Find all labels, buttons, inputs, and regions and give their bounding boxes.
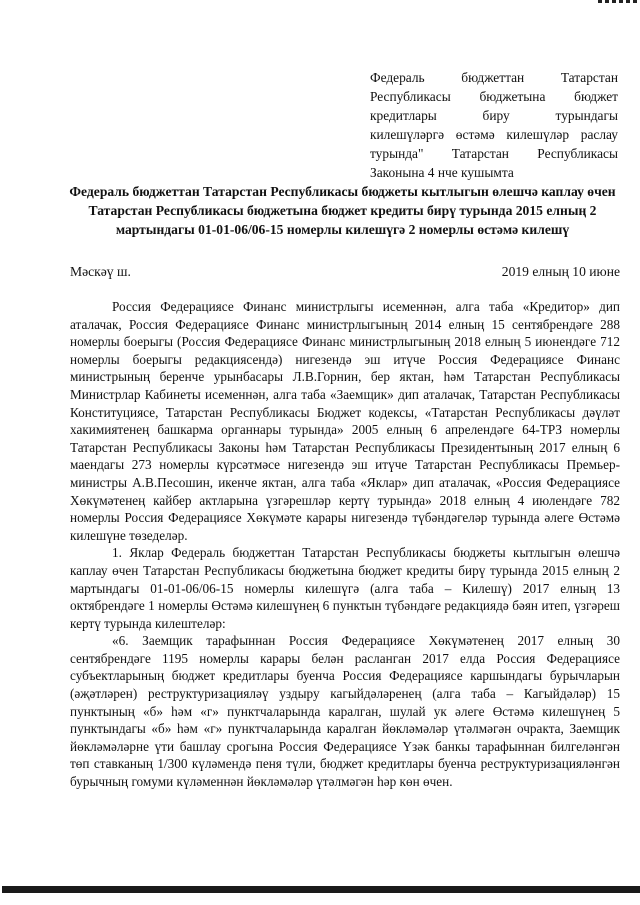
place: Мәскәү ш.: [70, 264, 131, 279]
annex-note: [370, 68, 618, 182]
annex-line: Федераль бюджеттан Татарстан: [370, 70, 618, 85]
annex-line: турында" Татарстан Республикасы: [370, 146, 618, 161]
scan-bottom-border: [2, 886, 640, 893]
paragraph-parties: Россия Федерациясе Финанс министрлыгы исеменнән, алга таба «Кредитор» дип аталачак, Россия Федерациясе Финанс министрлыгының 2014 елның 15 сентябрендәге 288 номерлы боерыгы (Россия Федерациясе Финанс министрлыгының 2018 елның 5 июнендәге 712 номерлы боерыгы редакциясендә) нигезендә эш итүче Россия Федерациясе Финанс министрының беренче урынбасары Л.В.Горнин, бер яктан, һәм Татарстан Республикасы Министрлар Кабинеты исеменнән, алга таба «Заемщик» дип аталачак, Татарстан Республикасы Конституциясе, Татарстан Республикасы Бюджет кодексы, «Татарстан Республикасы дәүләт хакимиятенең башкарма органнары турында» 2005 елның 6 апрелендәге 64-ТРЗ номерлы Татарстан Республикасы Законы һәм Татарстан Республикасы Президентының 2017 елның 6 маендагы 273 номерлы күрсәтмәсе нигезендә эш итүче Татарстан Республикасы Премьер-министры А.В.Песошин, икенче яктан, алга таба «Яклар» дип аталачак, «Россия Федерациясе Хөкүмәтенең кайбер актларына үзгәрешләр кертү турында» 2018 елның 4 июлендәге 782 номерлы Россия Федерациясе Хөкүмәте карары нигезендә түбәндәгеләр турында әлеге Өстәмә килешүне төзеделәр.: [70, 299, 620, 543]
paragraph-clause-6: «6. Заемщик тарафыннан Россия Федерациясе Хөкүмәтенең 2017 елның 30 сентябрендәге 1195 номерлы карары белән расланган 2017 елда Россия Федерациясе субъектларының бюджет кредитлары буенча Россия Федерациясе каршындагы бурычларын (әҗәтләрен) реструктуризацияләү уздыру кагыйдәләренең (алга таба – Кагыйдәләр) 15 пунктының «б» һәм «г» пунктчаларында каралган, шулай ук әлеге Өстәмә килешүнең 5 пунктындагы «б» һәм «г» пунктчаларында каралган йөкләмәләр үтәлмәгән очракта, Заемщик йөкләмәләрне үти башлау срогына Россия Федерациясе Үзәк банкы тарафыннан билгеләнгән төп ставканың 1/300 күләмендә пеня түли, бюджет кредитлары буенча реструктуризацияләнгән бурычның гомуми күләменнән йөкләмәләр үтәлмәгән һәр көн өчен.: [70, 633, 620, 790]
place-date-row: [70, 264, 620, 280]
annex-line: килешүләргә өстәмә килешүләр раслау: [370, 127, 618, 142]
annex-line: Республикасы бюджетына бюджет: [370, 89, 618, 104]
date: 2019 елның 10 июне: [501, 264, 620, 279]
scan-edge-mark: [598, 0, 640, 3]
document-body: [70, 298, 620, 791]
annex-line: Законына 4 нче кушымта: [370, 165, 514, 180]
document-title: Федераль бюджеттан Татарстан Республикасы бюджеты кытлыгын өлешчә каплау өчен Татарстан Республикасы бюджетына бюджет кредиты бирү турында 2015 елның 2 мартындагы 01-01-06/06-15 номерлы килешүгә 2 номерлы өстәмә килешү: [69, 184, 616, 237]
paragraph-clause-1: 1. Яклар Федераль бюджеттан Татарстан Республикасы бюджеты кытлыгын өлешчә каплау өчен Татарстан Республикасы бюджетына бюджет кредиты бирү турында 2015 елның 2 мартындагы 01-01-06/06-15 номерлы килешүгә (алга таба – Килешү) 2017 елның 13 октябрендәге 1 номерлы Өстәмә килешүнең 6 пунктын түбәндәге редакциядә бәян итеп, үзгәреш кертү турында килештеләр:: [70, 545, 620, 631]
annex-line: кредитлары биру турындагы: [370, 108, 618, 123]
